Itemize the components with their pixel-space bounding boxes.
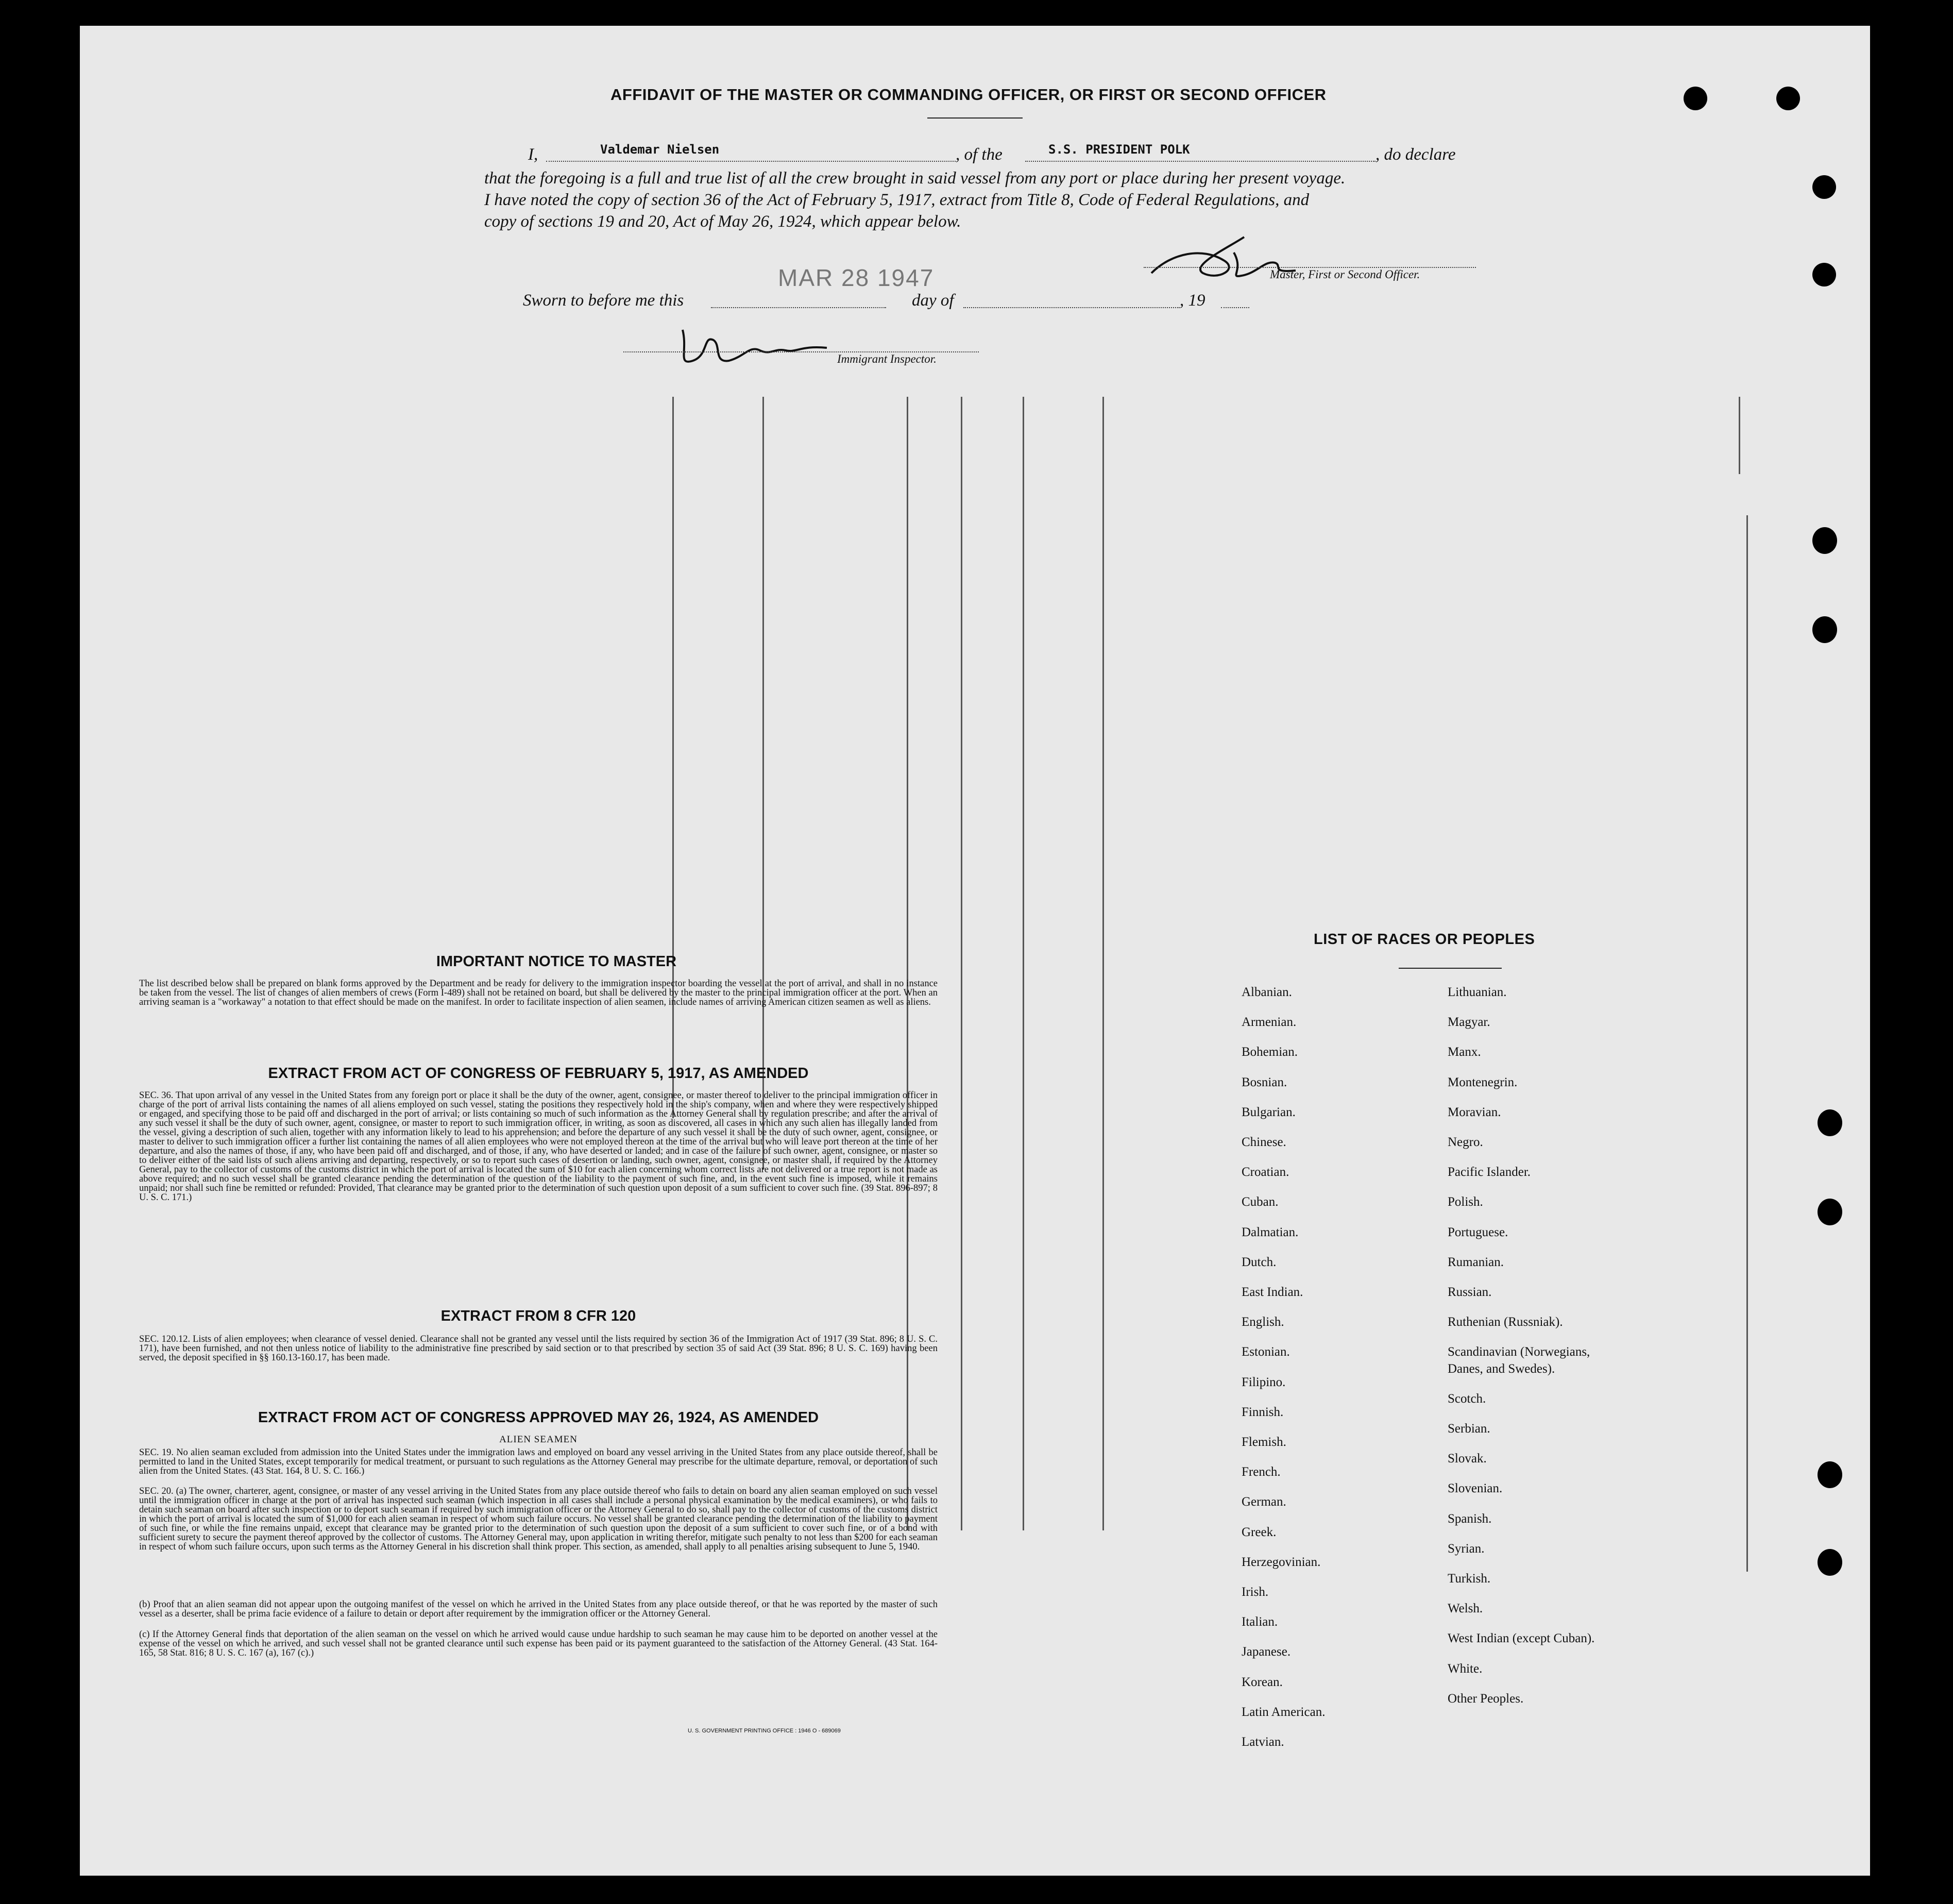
punch-hole <box>1684 87 1707 110</box>
race-item: Italian. <box>1242 1615 1278 1629</box>
extract-1924-sec20c: (c) If the Attorney General finds that deportation of the alien seaman on the vessel on which he arrived would cause undue hardship to such seaman he may cause him to be deported on another vessel at the expense of the vessel on which he arrived, and such vessel shall not be granted clearance until such expense has been paid or its payment guaranteed to the satisfaction of the Attorney General. (43 Stat. 164-165, 58 Stat. 816; 8 U. S. C. 167 (a), 167 (c).) <box>139 1629 938 1658</box>
race-item: Serbian. <box>1448 1422 1490 1436</box>
day-of-label: day of <box>912 291 954 310</box>
sworn-year-line <box>1221 307 1249 308</box>
ghost-rule <box>1746 515 1748 1572</box>
race-item: Flemish. <box>1242 1435 1286 1449</box>
race-item: Bosnian. <box>1242 1075 1287 1089</box>
race-item: Polish. <box>1448 1195 1483 1209</box>
punch-hole <box>1776 87 1800 110</box>
race-item: Danes, and Swedes). <box>1448 1361 1555 1376</box>
race-item: Cuban. <box>1242 1195 1279 1209</box>
race-item: Irish. <box>1242 1585 1269 1599</box>
race-item: Croatian. <box>1242 1165 1289 1180</box>
race-item: Korean. <box>1242 1675 1283 1689</box>
race-item: West Indian (except Cuban). <box>1448 1631 1595 1646</box>
extract-1924-heading: EXTRACT FROM ACT OF CONGRESS APPROVED MAY 26, 1924, AS AMENDED <box>258 1409 819 1426</box>
race-item: Other Peoples. <box>1448 1691 1524 1706</box>
race-item: East Indian. <box>1242 1285 1303 1299</box>
race-item: Herzegovinian. <box>1242 1555 1321 1569</box>
race-item: Syrian. <box>1448 1541 1485 1556</box>
extract-cfr-body: SEC. 120.12. Lists of alien employees; when clearance of vessel denied. Clearance shall not be granted any vessel until the lists required by section 36 of the Immigration Act of 1917 (39 Stat. 896; 8 U. S. C. 171), have been furnished, and not then unless notice of liability to the administrative fine prescribed by said section or to that prescribed by section 35 of said Act (39 Stat. 896; 8 U. S. C. 169) having been served, the deposit specified in §§ 160.13-160.17, has been made. <box>139 1334 938 1363</box>
vessel-name: S.S. PRESIDENT POLK <box>1048 142 1190 157</box>
race-item: Finnish. <box>1242 1405 1284 1419</box>
race-item: Armenian. <box>1242 1015 1297 1030</box>
of-the-label: , of the <box>956 145 1003 164</box>
do-declare-label: , do declare <box>1375 145 1456 164</box>
race-item: Dalmatian. <box>1242 1225 1299 1239</box>
race-item: German. <box>1242 1495 1286 1509</box>
race-item: Scandinavian (Norwegians, <box>1448 1345 1590 1359</box>
extract-1924-subheading: ALIEN SEAMEN <box>499 1434 578 1445</box>
notice-body: The list described below shall be prepared on blank forms approved by the Department and be ready for delivery to the immigration inspector boarding the vessel at the port of arrival, and shall in no instance be taken from the vessel. The list of changes of alien members of crews (Form I-489) shall not be retained on board, but shall be delivered by the master to the principal immigration officer at the port. When an arriving seaman is a "workaway" a notation to that effect should be made on the manifest. In order to facilitate inspection of alien seamen, include names of arriving American citizen seamen as well as aliens. <box>139 979 938 1007</box>
ghost-rule <box>1102 397 1104 1530</box>
race-item: Welsh. <box>1448 1602 1483 1616</box>
inspector-signature <box>672 319 837 376</box>
ghost-rule <box>1739 397 1740 474</box>
vessel-name-line <box>1025 161 1375 162</box>
intro-i: I, <box>528 145 538 164</box>
punch-hole <box>1812 175 1836 199</box>
affidavit-title: AFFIDAVIT OF THE MASTER OR COMMANDING OFFICER, OR FIRST OR SECOND OFFICER <box>610 86 1327 104</box>
notice-heading: IMPORTANT NOTICE TO MASTER <box>436 953 677 970</box>
race-item: French. <box>1242 1465 1281 1479</box>
extract-1924-sec20b: (b) Proof that an alien seaman did not appear upon the outgoing manifest of the vessel on which he arrived in the United States from any place outside thereof, or that he was reported by the master of such vessel as a deserter, shall be prima facie evidence of a failure to detain or deport after requirement by the immigration officer or the Attorney General. <box>139 1599 938 1619</box>
punch-hole <box>1812 616 1837 643</box>
race-item: Filipino. <box>1242 1375 1286 1389</box>
sworn-month-line <box>963 307 1180 308</box>
race-item: Russian. <box>1448 1285 1492 1299</box>
race-item: Portuguese. <box>1448 1225 1508 1239</box>
race-item: Chinese. <box>1242 1135 1286 1149</box>
extract-1917-heading: EXTRACT FROM ACT OF CONGRESS OF FEBRUARY 5, 1917, AS AMENDED <box>268 1065 809 1082</box>
punch-hole <box>1812 527 1837 554</box>
race-item: Magyar. <box>1448 1015 1490 1030</box>
master-name: Valdemar Nielsen <box>600 142 720 157</box>
punch-hole <box>1818 1549 1842 1576</box>
punch-hole <box>1818 1109 1842 1136</box>
race-item: Scotch. <box>1448 1391 1486 1406</box>
race-item: Manx. <box>1448 1045 1481 1059</box>
title-underline <box>927 117 1023 119</box>
race-item: Latvian. <box>1242 1735 1284 1749</box>
extract-1924-sec20a: SEC. 20. (a) The owner, charterer, agent, consignee, or master of any vessel arriving in the United States from any place outside thereof who fails to detain on board any alien seaman employed on such vessel until the immigration officer in charge at the port of arrival has inspected such seaman (which inspection in all cases shall include a personal physical examination by the medical examiners), or who fails to detain such seaman on board after such inspection or to deport such seaman if required by such immigration officer or the Attorney General to do so, shall pay to the collector of customs of the customs district in which the port of arrival is located the sum of $1,000 for each alien seaman in respect of whom such failure occurs. No vessel shall be granted clearance pending the determination of the liability to payment of such fine, or while the fine remains unpaid, except that clearance may be granted prior to the determination of such question upon the deposit of a sum sufficient to cover such fine, or of a bond with sufficient surety to secure the payment thereof approved by the collector of customs. The Attorney General may, upon application in writing therefor, mitigate such penalty to not less than $200 for each seaman in respect of whom such failure occurs, upon such terms as the Attorney General in his discretion shall think proper. This section, as amended, shall apply to all penalties arising subsequent to June 5, 1940. <box>139 1486 938 1552</box>
race-item: English. <box>1242 1315 1284 1329</box>
extract-cfr-heading: EXTRACT FROM 8 CFR 120 <box>440 1308 636 1324</box>
date-stamp: MAR 28 1947 <box>778 264 935 291</box>
race-item: White. <box>1448 1661 1483 1676</box>
ghost-rule <box>672 397 674 1118</box>
race-item: Turkish. <box>1448 1572 1491 1586</box>
punch-hole <box>1812 263 1836 287</box>
ghost-rule <box>1023 397 1024 1530</box>
races-underline <box>1399 968 1502 969</box>
sworn-label: Sworn to before me this <box>523 291 684 310</box>
race-item: Ruthenian (Russniak). <box>1448 1315 1563 1329</box>
race-item: Negro. <box>1448 1135 1483 1149</box>
race-item: Rumanian. <box>1448 1255 1504 1269</box>
race-item: Dutch. <box>1242 1255 1277 1269</box>
race-item: Estonian. <box>1242 1345 1290 1359</box>
master-name-line <box>546 161 956 162</box>
declaration-line-3: I have noted the copy of section 36 of the Act of February 5, 1917, extract from Title 8, Code of Federal Regulations, and <box>484 191 1310 209</box>
ghost-rule <box>762 397 764 1170</box>
punch-hole <box>1818 1199 1842 1225</box>
year-label: , 19 <box>1180 291 1205 310</box>
master-caption: Master, First or Second Officer. <box>1270 268 1420 281</box>
race-item: Bulgarian. <box>1242 1105 1296 1119</box>
race-item: Slovenian. <box>1448 1481 1503 1496</box>
declaration-line-4: copy of sections 19 and 20, Act of May 26, 1924, which appear below. <box>484 212 961 231</box>
sworn-day-line <box>711 307 886 308</box>
race-item: Japanese. <box>1242 1645 1291 1659</box>
races-heading: LIST OF RACES OR PEOPLES <box>1314 931 1535 948</box>
race-item: Moravian. <box>1448 1105 1501 1119</box>
race-item: Pacific Islander. <box>1448 1165 1531 1180</box>
race-item: Albanian. <box>1242 985 1292 999</box>
extract-1924-sec19: SEC. 19. No alien seaman excluded from admission into the United States under the immigration laws and employed on board any vessel arriving in the United States from any place outside thereof, shall be permitted to land in the United States, except temporarily for medical treatment, or pursuant to such regulations as the Attorney General may prescribe for the ultimate departure, removal, or deportation of such alien from the United States. (43 Stat. 164, 8 U. S. C. 166.) <box>139 1447 938 1476</box>
ghost-rule <box>961 397 962 1530</box>
race-item: Latin American. <box>1242 1705 1326 1719</box>
race-item: Bohemian. <box>1242 1045 1298 1059</box>
form-sheet <box>80 26 1870 1876</box>
printer-line: U. S. GOVERNMENT PRINTING OFFICE : 1946 O - 689069 <box>688 1728 841 1734</box>
inspector-caption: Immigrant Inspector. <box>837 352 937 365</box>
race-item: Montenegrin. <box>1448 1075 1518 1089</box>
race-item: Slovak. <box>1448 1452 1487 1466</box>
race-item: Spanish. <box>1448 1511 1492 1526</box>
race-item: Lithuanian. <box>1448 985 1507 999</box>
declaration-line-2: that the foregoing is a full and true list of all the crew brought in said vessel from any port or place during her present voyage. <box>484 169 1346 188</box>
extract-1917-body: SEC. 36. That upon arrival of any vessel in the United States from any foreign port or place it shall be the duty of the owner, agent, consignee, or master thereof to deliver to the principal immigration officer in charge of the port of arrival lists containing the names of all aliens employed on such vessel, stating the positions they respectively hold in the ship's company, when and where they were respectively shipped or engaged, and specifying those to be paid off and discharged in the port of arrival; or lists containing so much of such information as the Attorney General shall by regulation prescribe; and after the arrival of any such vessel it shall be the duty of such owner, agent, consignee, or master to report to such immigration officer, in writing, as soon as discovered, all cases in which any such alien has illegally landed from the vessel, giving a description of such alien, together with any information likely to lead to his apprehension; and before the departure of any such vessel it shall be the duty of such owner, agent, consignee, or master to deliver to such immigration officer a further list containing the names of all alien employees who were not employed thereon at the time of the arrival but who will leave port thereon at the time of her departure, and also the names of those, if any, who have been paid off and discharged, and of those, if any, who have deserted or landed; and in case of the failure of such owner, agent, consignee, or master so to deliver either of the said lists of such aliens arriving and departing, respectively, or so to report such cases of desertion or landing, such owner, agent, consignee, or master shall, if required by the Attorney General, pay to the collector of customs of the customs district in which the port of arrival is located the sum of $10 for each alien concerning whom correct lists are not delivered or a true report is not made as above required; and no such vessel shall be granted clearance pending the determination of the question of the liability to the payment of such fine, and, in the event such fine is imposed, while it remains unpaid; nor shall such fine be remitted or refunded: Provided, That clearance may be granted prior to the determination of such question upon deposit of a sum sufficient to cover such fine. (39 Stat. 896-897; 8 U. S. C. 171.) <box>139 1090 938 1203</box>
punch-hole <box>1818 1461 1842 1488</box>
race-item: Greek. <box>1242 1525 1277 1539</box>
